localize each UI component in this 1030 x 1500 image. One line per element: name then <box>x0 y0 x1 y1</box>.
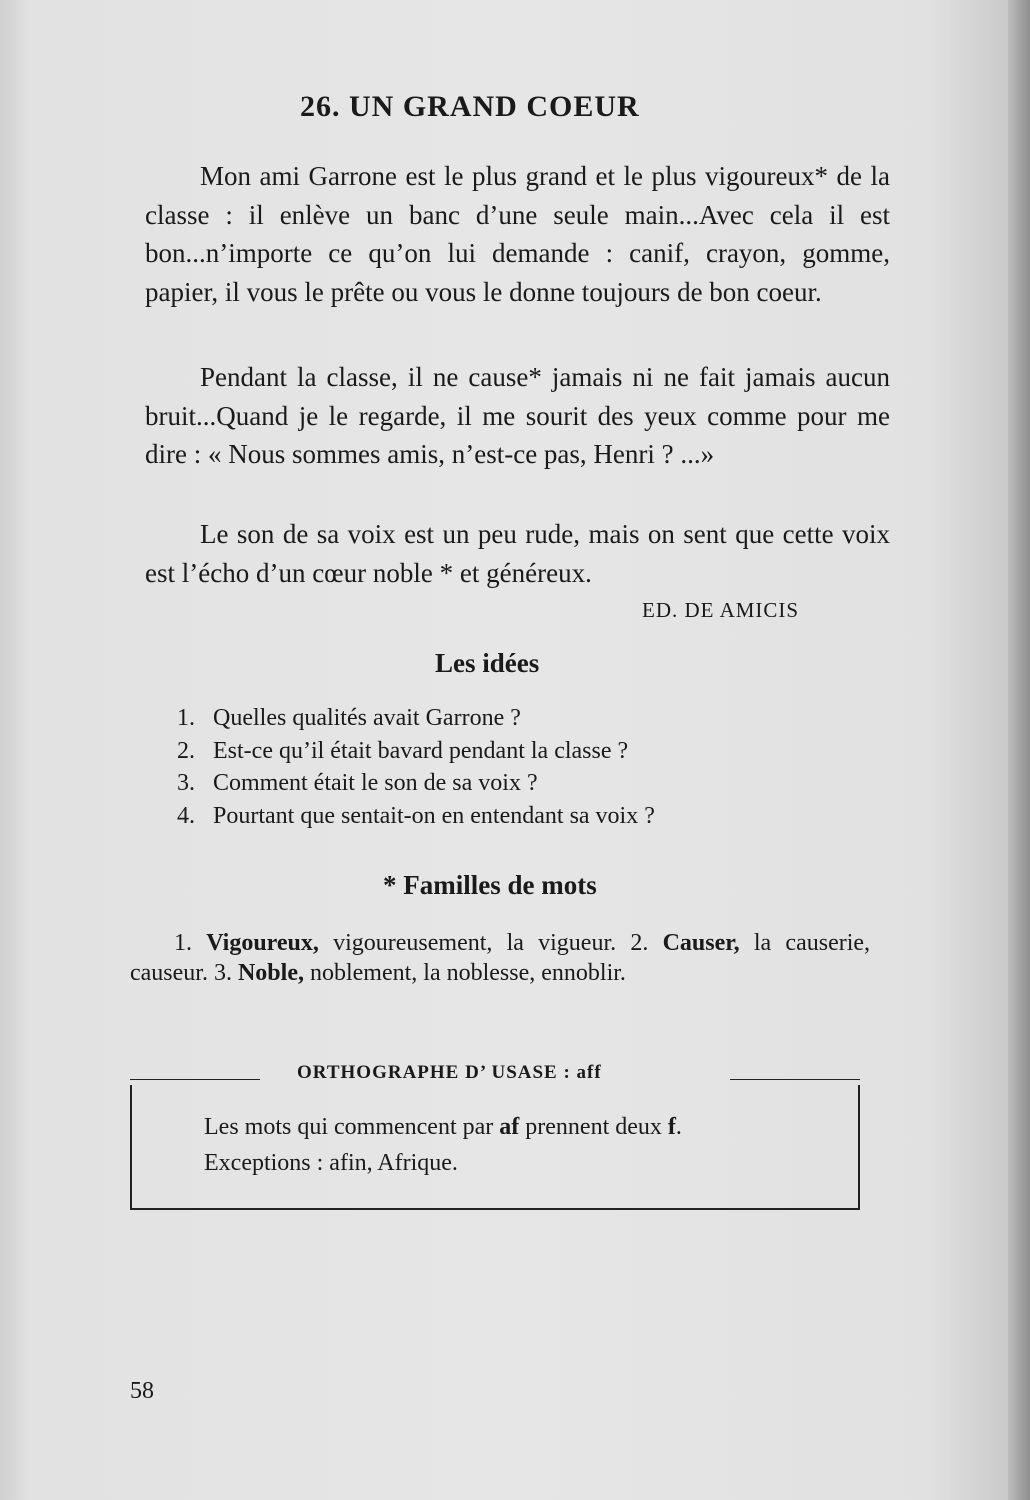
idees-heading: Les idées <box>435 648 540 678</box>
page-content <box>130 0 890 1500</box>
family-rest-2: la causerie, causeur. <box>130 930 871 986</box>
family-word-3: Noble, <box>237 960 304 986</box>
family-number-2: 2. <box>616 930 649 956</box>
question-number: 4. <box>177 802 195 829</box>
question-text: Pourtant que sentait-on en entendant sa voix ? <box>213 802 655 829</box>
question-text: Quelles qualités avait Garrone ? <box>213 705 521 731</box>
question-text: Comment était le son de sa voix ? <box>213 770 538 796</box>
family-word-2: Causer, <box>662 930 740 956</box>
familles-heading: * Familles de mots <box>383 870 597 900</box>
rule-text: Les mots qui commencent par <box>204 1114 500 1140</box>
list-item <box>177 767 655 800</box>
orthographe-exceptions-line: Exceptions : afin, Afrique. <box>204 1150 458 1176</box>
orthographe-rule-line <box>204 1114 682 1141</box>
reading-paragraph-3: Le son de sa voix est un peu rude, mais on sent que cette voix est l’écho d’un cœur noble * et généreux. <box>145 519 890 588</box>
question-text: Est-ce qu’il était bavard pendant la classe ? <box>213 737 629 764</box>
question-number: 2. <box>177 737 195 764</box>
family-number-3: 3. <box>207 960 232 986</box>
rule-text: prennent deux <box>519 1114 668 1140</box>
questions-list <box>177 702 655 832</box>
rule-emphasis-f: f <box>667 1114 676 1140</box>
orthographe-heading: ORTHOGRAPHE D’ USASE : aff <box>297 1062 602 1083</box>
lesson-title: 26. UN GRAND COEUR <box>300 90 640 123</box>
rule-emphasis-af: af <box>499 1114 520 1140</box>
orthographe-rule-box <box>130 1085 860 1210</box>
list-item <box>177 702 655 735</box>
word-families-paragraph <box>130 928 870 988</box>
question-number: 1. <box>177 705 195 731</box>
author-attribution: ED. DE AMICIS <box>642 598 800 622</box>
reading-paragraph-1: Mon ami Garrone est le plus grand et le plus vigoureux* de la classe : il enlève un banc d’une seule main...Avec cela il est bon...n’importe ce qu’on lui demande : canif, crayon, gomme, papier, il vous le prête ou vous le donne toujours de bon coeur. <box>145 161 890 307</box>
family-word-1: Vigoureux, <box>206 930 319 956</box>
rule-text: . <box>675 1114 682 1140</box>
family-number-1: 1. <box>174 930 192 956</box>
list-item <box>177 800 655 833</box>
list-item <box>177 735 655 768</box>
question-number: 3. <box>177 770 195 796</box>
divider <box>730 1079 860 1080</box>
family-rest-1: vigoureusement, la vigueur. <box>318 930 617 956</box>
page-number: 58 <box>130 1378 154 1404</box>
reading-paragraph-2: Pendant la classe, il ne cause* jamais ni ne fait jamais aucun bruit...Quand je le regarde, il me sourit des yeux comme pour me dire : « Nous sommes amis, n’est-ce pas, Henri ? ...» <box>145 362 890 469</box>
page-gutter-shadow <box>1008 0 1030 1500</box>
divider <box>130 1079 260 1080</box>
family-rest-3: noblement, la noblesse, ennoblir. <box>303 960 626 986</box>
